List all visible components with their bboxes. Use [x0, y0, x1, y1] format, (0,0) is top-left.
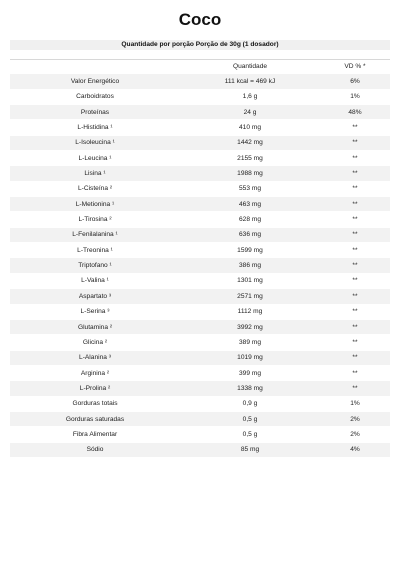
nutrient-vd: ** [352, 262, 358, 270]
nutrient-name: L-Isoleucina ¹ [75, 139, 115, 147]
nutrient-vd: 2% [350, 430, 360, 438]
nutrient-name: Proteínas [80, 108, 110, 116]
table-row [10, 228, 390, 243]
nutrient-name: L-Histidina ¹ [77, 124, 113, 132]
nutrition-table [10, 59, 390, 458]
table-row [10, 412, 390, 427]
nutrient-name: L-Tirosina ² [78, 216, 112, 224]
nutrient-vd: 1% [350, 93, 360, 101]
table-row [10, 427, 390, 442]
table-row [10, 182, 390, 197]
table-header-row [10, 59, 390, 74]
table-row [10, 335, 390, 350]
nutrient-quantity: 386 mg [239, 262, 261, 270]
nutrient-vd: ** [352, 323, 358, 331]
nutrient-quantity: 636 mg [239, 231, 261, 239]
nutrient-vd: ** [352, 354, 358, 362]
nutrient-name: Sódio [86, 446, 104, 454]
nutrient-vd: 2% [350, 415, 360, 423]
nutrient-name: Aspartato ³ [78, 292, 112, 300]
nutrient-name: Glicina ² [82, 338, 108, 346]
nutrient-quantity: 2155 mg [237, 154, 263, 162]
header-quantity: Quantidade [232, 63, 268, 71]
nutrient-quantity: 628 mg [239, 216, 261, 224]
nutrient-vd: ** [352, 231, 358, 239]
nutrient-vd: ** [352, 200, 358, 208]
table-row [10, 381, 390, 396]
nutrient-quantity: 0,9 g [242, 400, 258, 408]
table-row [10, 74, 390, 89]
table-row [10, 351, 390, 366]
nutrient-vd: ** [352, 292, 358, 300]
table-row [10, 289, 390, 304]
nutrient-quantity: 85 mg [240, 446, 260, 454]
nutrient-name: Triptofano ¹ [78, 262, 112, 270]
nutrient-name: Gorduras totais [72, 400, 118, 408]
nutrient-vd: ** [352, 277, 358, 285]
header-vd: VD % * [344, 63, 366, 71]
nutrient-name: L-Valina ¹ [81, 277, 109, 285]
nutrient-quantity: 1442 mg [237, 139, 263, 147]
nutrient-name: Valor Energético [70, 78, 120, 86]
nutrient-quantity: 389 mg [239, 338, 261, 346]
nutrient-name: L-Leucina ¹ [78, 154, 112, 162]
nutrient-name: Arginina ² [80, 369, 110, 377]
nutrient-vd: ** [352, 154, 358, 162]
table-row [10, 258, 390, 273]
table-row [10, 90, 390, 105]
nutrient-name: Fibra Alimentar [72, 430, 118, 438]
nutrient-name: Lisina ¹ [84, 170, 106, 178]
nutrient-name: L-Treonina ¹ [77, 246, 113, 254]
nutrient-quantity: 399 mg [239, 369, 261, 377]
nutrient-name: Carboidratos [76, 93, 114, 101]
nutrient-quantity: 0,5 g [242, 430, 258, 438]
nutrient-vd: ** [352, 246, 358, 254]
nutrient-vd: ** [352, 338, 358, 346]
nutrient-quantity: 3992 mg [237, 323, 263, 331]
table-body [10, 74, 390, 458]
table-row [10, 151, 390, 166]
nutrient-name: L-Fenilalanina ¹ [72, 231, 118, 239]
nutrient-vd: ** [352, 124, 358, 132]
nutrient-quantity: 410 mg [239, 124, 261, 132]
nutrient-vd: ** [352, 170, 358, 178]
table-row [10, 366, 390, 381]
nutrient-quantity: 2571 mg [237, 292, 263, 300]
table-row [10, 136, 390, 151]
table-row [10, 105, 390, 120]
table-row [10, 397, 390, 412]
table-row [10, 320, 390, 335]
nutrient-quantity: 463 mg [239, 200, 261, 208]
nutrient-name: L-Serina ³ [80, 308, 110, 316]
table-row [10, 197, 390, 212]
nutrient-name: Glutamina ² [77, 323, 113, 331]
nutrient-vd: ** [352, 384, 358, 392]
portion-label: Quantidade por porção Porção de 30g (1 dosador) [10, 40, 390, 50]
nutrient-name: L-Alanina ³ [79, 354, 111, 362]
table-row [10, 274, 390, 289]
nutrient-quantity: 1019 mg [237, 354, 263, 362]
nutrient-quantity: 24 g [243, 108, 257, 116]
nutrient-vd: 48% [348, 108, 362, 116]
nutrient-name: L-Cisteína ² [77, 185, 113, 193]
table-row [10, 305, 390, 320]
nutrient-quantity: 1988 mg [237, 170, 263, 178]
nutrient-quantity: 1,6 g [242, 93, 258, 101]
table-row [10, 166, 390, 181]
nutrient-quantity: 1599 mg [237, 246, 263, 254]
nutrient-vd: ** [352, 216, 358, 224]
nutrient-vd: 4% [350, 446, 360, 454]
nutrient-quantity: 1338 mg [237, 384, 263, 392]
nutrient-name: L-Metionina ¹ [75, 200, 115, 208]
table-row [10, 212, 390, 227]
table-row [10, 243, 390, 258]
nutrient-quantity: 0,5 g [242, 415, 258, 423]
nutrient-vd: 6% [350, 78, 360, 86]
nutrient-vd: ** [352, 369, 358, 377]
nutrient-vd: ** [352, 308, 358, 316]
table-row [10, 120, 390, 135]
nutrient-vd: ** [352, 139, 358, 147]
nutrient-vd: 1% [350, 400, 360, 408]
table-row [10, 443, 390, 458]
product-title: Coco [178, 10, 222, 29]
nutrient-vd: ** [352, 185, 358, 193]
nutrient-quantity: 553 mg [239, 185, 261, 193]
nutrient-quantity: 1301 mg [237, 277, 263, 285]
nutrient-quantity: 1112 mg [237, 308, 263, 316]
nutrient-name: Gorduras saturadas [65, 415, 125, 423]
nutrient-name: L-Prolina ² [79, 384, 111, 392]
nutrient-quantity: 111 kcal = 469 kJ [224, 78, 276, 86]
